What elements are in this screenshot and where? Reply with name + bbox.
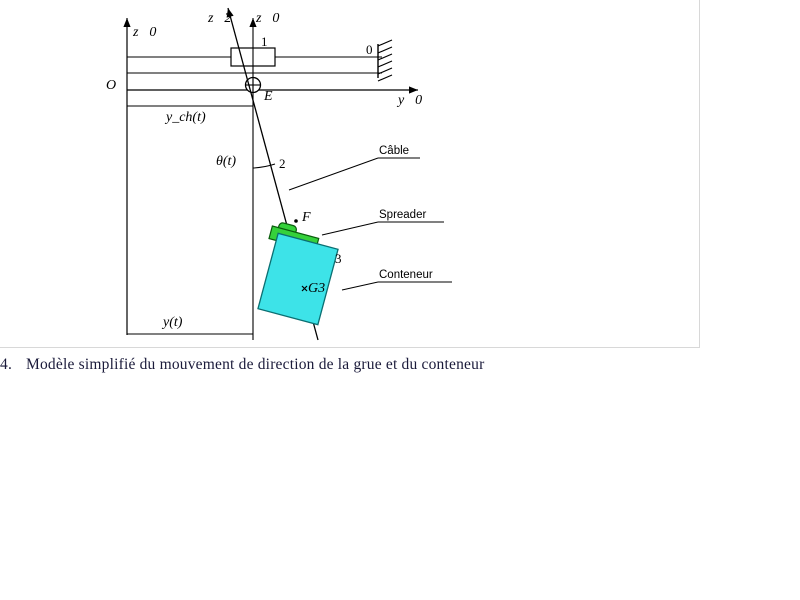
leader-line-spreader <box>322 222 444 235</box>
label-body-3: 3 <box>335 251 342 266</box>
axis-z0-left <box>123 18 130 335</box>
label-body-1: 1 <box>261 34 268 49</box>
caption-number: 4. <box>0 356 13 373</box>
label-theta: θ(t) <box>216 154 237 169</box>
label-y-t: y(t) <box>163 315 183 330</box>
fixed-support-hatching <box>378 40 392 81</box>
point-F-marker <box>294 219 298 223</box>
label-body-0: 0 <box>366 42 373 57</box>
label-point-E: E <box>264 89 273 104</box>
label-conteneur: Conteneur <box>379 269 433 281</box>
label-origin-O: O <box>106 78 117 93</box>
label-body-2: 2 <box>279 156 286 171</box>
leader-line-cable <box>289 158 420 190</box>
label-cable: Câble <box>379 145 410 157</box>
caption-text: Modèle simplifié du mouvement de direction de la grue et du conteneur <box>26 356 485 373</box>
label-z0-right: z⃗0 <box>256 11 280 26</box>
label-y0: y⃗0 <box>398 93 423 108</box>
label-point-F: F <box>302 210 311 225</box>
label-spreader: Spreader <box>379 209 427 221</box>
label-z0-left: z⃗0 <box>133 25 157 40</box>
figure-caption <box>0 352 740 382</box>
label-point-G3: G3 <box>308 281 326 296</box>
leader-line-conteneur <box>342 282 452 290</box>
label-y-ch: y_ch(t) <box>166 110 206 125</box>
label-z2: z⃗2 <box>208 11 232 26</box>
container-body-3 <box>258 233 338 324</box>
